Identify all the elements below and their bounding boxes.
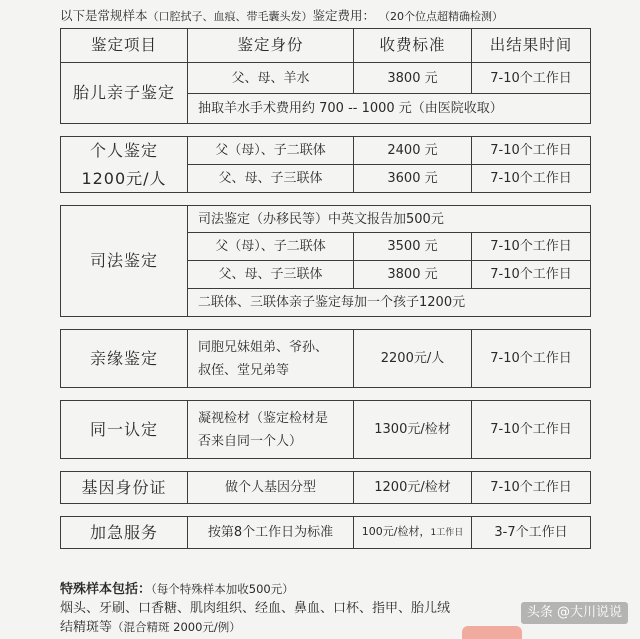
fee-table [60,28,591,549]
table-row [61,63,591,94]
paternity-note: 抽取羊水手术费用约 700 -- 1000 元（由医院收取） [188,94,591,124]
header-suffix: 鉴定费用： [312,8,376,23]
time-cell: 7-10个工作日 [472,63,591,94]
watermark: 头条 @大川说说 [521,602,628,624]
time-cell: 7-10个工作日 [472,261,591,289]
category-personal-line1: 个人鉴定 [89,140,158,160]
fee-cell: 2400 元 [354,137,472,165]
identity-same-line2: 否来自同一个人） [198,433,303,449]
table-row [61,472,591,504]
identity-cell: 父（母）、子二联体 [188,137,354,165]
header-note: （20个位点超精确检测） [379,10,504,23]
table-row [61,330,591,388]
table-row [61,206,591,233]
identity-cell: 父、母、羊水 [188,63,354,94]
col-header-item: 鉴定项目 [61,29,188,63]
identity-same-line1: 凝视检材（鉴定检材是 [198,410,329,426]
table-row [61,517,591,549]
identity-cell: 父（母）、子二联体 [188,233,354,261]
judicial-note-top: 司法鉴定（办移民等）中英文报告加500元 [188,206,591,233]
category-kinship: 亲缘鉴定 [61,330,188,388]
special-samples-list: 烟头、牙刷、口香糖、肌肉组织、经血、鼻血、口杯、指甲、胎儿绒 [60,601,451,616]
col-header-time: 出结果时间 [472,29,591,63]
identity-cell [188,330,354,388]
red-stamp [462,626,522,639]
fee-cell: 3800 元 [354,261,472,289]
category-judicial: 司法鉴定 [61,206,188,317]
fee-cell: 2200元/人 [354,330,472,388]
fee-cell: 3500 元 [354,233,472,261]
fee-cell [354,517,472,549]
table-gap [61,388,591,401]
category-paternity: 胎儿亲子鉴定 [61,63,188,124]
urgent-fee-main: 100元/检材， [361,525,431,538]
special-samples-note: （每个特殊样本加收500元） [151,582,294,596]
special-samples-line3-note: （混合精斑 2000元/例） [112,620,241,634]
fee-cell: 3800 元 [354,63,472,94]
kinship-identity-line2: 叔侄、堂兄弟等 [198,362,290,378]
category-urgent: 加急服务 [61,517,188,549]
category-personal [61,137,188,193]
header-samples: （口腔拭子、血痕、带毛囊头发） [147,10,313,23]
time-cell: 7-10个工作日 [472,137,591,165]
fee-cell: 1200元/检材 [354,472,472,504]
header-prefix: 以下是常规样本 [60,8,148,23]
table-gap [61,504,591,517]
category-identity-same: 同一认定 [61,401,188,459]
identity-cell: 按第8个工作日为标准 [188,517,354,549]
identity-cell: 父、母、子三联体 [188,165,354,193]
fee-cell: 1300元/检材 [354,401,472,459]
table-row [61,401,591,459]
col-header-fee: 收费标准 [354,29,472,63]
fee-header [60,5,620,27]
col-header-identity: 鉴定身份 [188,29,354,63]
time-cell: 3-7个工作日 [472,517,591,549]
fee-cell: 3600 元 [354,165,472,193]
table-gap [61,459,591,472]
special-samples-line3-prefix: 结精斑等 [60,620,113,635]
time-cell: 7-10个工作日 [472,401,591,459]
table-gap [61,193,591,206]
judicial-note-bottom: 二联体、三联体亲子鉴定每加一个孩子1200元 [188,289,591,317]
time-cell: 7-10个工作日 [472,472,591,504]
category-personal-line2: 1200元/人 [81,168,167,188]
identity-cell [188,401,354,459]
kinship-identity-line1: 同胞兄妹姐弟、爷孙、 [198,339,329,355]
category-gene-id: 基因身份证 [61,472,188,504]
special-samples-title-line [60,580,635,599]
identity-cell: 做个人基因分型 [188,472,354,504]
time-cell: 7-10个工作日 [472,165,591,193]
special-samples-title: 特殊样本包括： [60,582,152,597]
identity-cell: 父、母、子三联体 [188,261,354,289]
table-row [61,137,591,165]
urgent-fee-small: 1工作日 [430,528,464,538]
table-gap [61,124,591,137]
table-header-row [61,29,591,63]
time-cell: 7-10个工作日 [472,233,591,261]
table-gap [61,317,591,330]
time-cell: 7-10个工作日 [472,330,591,388]
